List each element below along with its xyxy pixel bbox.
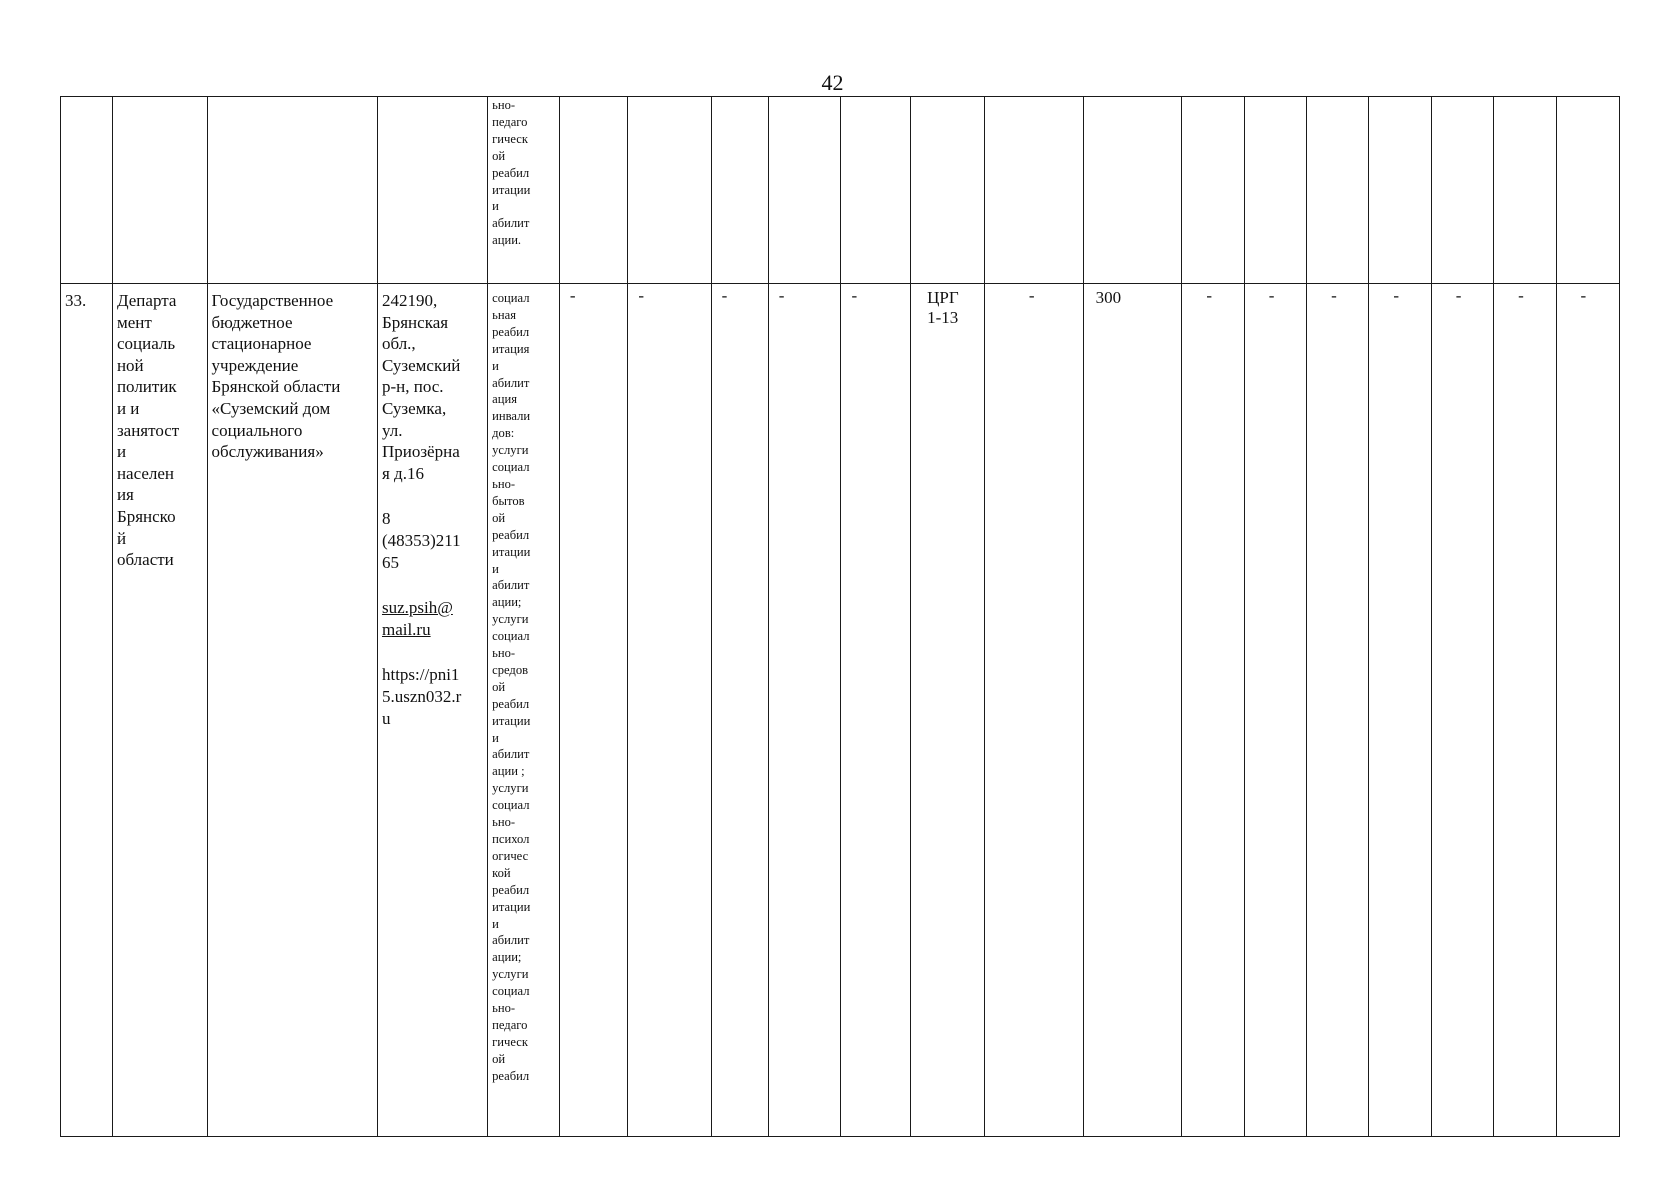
capacity-text: 300 [1095, 288, 1122, 307]
dash-mark: - [1580, 286, 1587, 305]
cell-dash [1244, 284, 1306, 1137]
cell-dash [711, 284, 768, 1137]
department-text: Департа мент социаль ной политик и и занятост и населен ия Брянско й области [116, 291, 180, 570]
target-group-text: ЦРГ 1-13 [927, 288, 959, 327]
dash-mark: - [638, 286, 645, 305]
activity-tail-text: ьно- педаго гическ ой реабил итации и абилит ации. [492, 98, 531, 248]
cell-organization [207, 97, 377, 284]
email-link[interactable]: suz.psih@ mail.ru [381, 598, 453, 639]
cell-dash [1182, 284, 1244, 1137]
cell-number [61, 97, 113, 284]
row-number: 33. [65, 291, 87, 310]
organization-text: Государственное бюджетное стационарное учреждение Брянской области «Суземский дом социального обслуживания» [211, 291, 341, 462]
cell-capacity [1083, 284, 1182, 1137]
dash-mark: - [721, 286, 728, 305]
cell-dash [1494, 284, 1556, 1137]
dash-mark: - [1518, 286, 1524, 305]
cell-address [377, 284, 487, 1137]
cell-department [112, 284, 207, 1137]
cell-activity [488, 284, 560, 1137]
dash-mark: - [1393, 286, 1400, 305]
cell-dash [1556, 284, 1620, 1137]
cell-dash [559, 284, 628, 1137]
cell-dash [984, 284, 1083, 1137]
table-row-continued [61, 97, 1620, 284]
dash-mark: - [1268, 286, 1275, 305]
cell-dash [628, 284, 711, 1137]
dash-mark: - [851, 286, 858, 305]
cell-dash [768, 284, 841, 1137]
website-text: https://pni1 5.uszn032.r u [381, 665, 462, 728]
cell-dash [1369, 284, 1431, 1137]
cell-target-group [911, 284, 985, 1137]
table-row-33 [61, 284, 1620, 1137]
cell-address [377, 97, 487, 284]
phone-text: 8 (48353)211 65 [381, 509, 461, 572]
cell-dash [1431, 284, 1493, 1137]
cell-dash [1307, 284, 1369, 1137]
services-table [60, 96, 1620, 1137]
dash-mark: - [569, 286, 576, 305]
cell-dash [841, 284, 911, 1137]
address-text: 242190, Брянская обл., Суземский р-н, пос. Суземка, ул. Приозёрна я д.16 [381, 291, 461, 483]
dash-mark: - [1331, 286, 1337, 305]
dash-mark: - [778, 286, 785, 305]
dash-mark: - [1028, 286, 1035, 305]
cell-department [112, 97, 207, 284]
dash-mark: - [1455, 286, 1462, 305]
page-number: 42 [821, 70, 844, 95]
dash-mark: - [1206, 286, 1213, 305]
cell-activity [488, 97, 560, 284]
cell-number [61, 284, 113, 1137]
activity-text: социал ьная реабил итация и абилит ация инвали дов: услуги социал ьно- бытов ой реабил итации и абилит ации; услуги социал ьно- средов ой реабил итации и абилит ации ; услуги социал ьно- психол огичес кой реабил итации и абилит ации; услуги социал ьно- педаго гическ ой реабил [492, 291, 531, 1083]
cell-organization [207, 284, 377, 1137]
